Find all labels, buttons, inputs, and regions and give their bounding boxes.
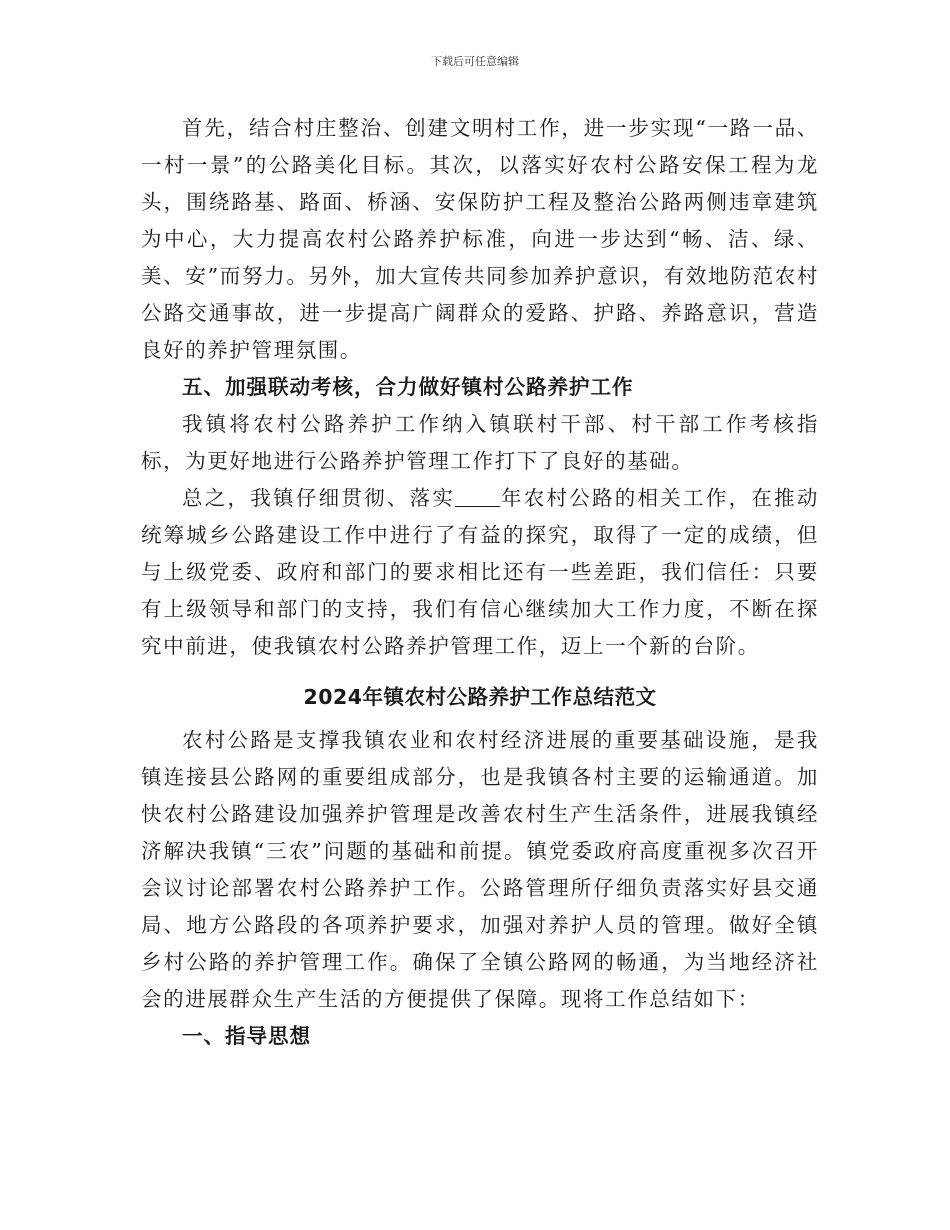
paragraph-summary [141,480,819,665]
section-heading-five: 五、加强联动考核，合力做好镇村公路养护工作 [182,375,634,399]
document-body [141,110,819,1055]
paragraph-intro: 农村公路是支撑我镇农业和农村经济进展的重要基础设施，是我镇连接县公路网的重要组成部分，也是我镇各村主要的运输通道。加快农村公路建设加强养护管理是改善农村生产生活条件，进展我镇经济解决我镇“三农”问题的基础和前提。镇党委政府高度重视多次召开会议讨论部署农村公路养护工作。公路管理所仔细负责落实好县交通局、地方公路段的各项养护要求，加强对养护人员的管理。做好全镇乡村公路的养护管理工作。确保了全镇公路网的畅通，为当地经济社会的进展群众生产生活的方便提供了保障。现将工作总结如下： [141,728,819,1011]
paragraph-assessment: 我镇将农村公路养护工作纳入镇联村干部、村干部工作考核指标，为更好地进行公路养护管理工作打下了良好的基础。 [141,412,819,473]
header-note: 下载后可任意编辑 [431,55,519,68]
year-blank [455,486,500,508]
summary-text-after-blank: 年农村公路的相关工作，在推动统筹城乡公路建设工作中进行了有益的探究，取得了一定的成绩，但与上级党委、政府和部门的要求相比还有一些差距，我们信任：只要有上级领导和部门的支持，我们有信心继续加大工作力度，不断在探究中前进，使我镇农村公路养护管理工作，迈上一个新的台阶。 [141,486,819,658]
section-heading-guiding: 一、指导思想 [182,1024,311,1048]
summary-text-before-blank: 总之，我镇仔细贯彻、落实 [182,486,456,510]
paragraph-beautification: 首先，结合村庄整治、创建文明村工作，进一步实现“一路一品、一村一景”的公路美化目标。其次，以落实好农村公路安保工程为龙头，围绕路基、路面、桥涵、安保防护工程及整治公路两侧违章建筑为中心，大力提高农村公路养护标准，向进一步达到“畅、洁、绿、美、安”而努力。另外，加大宣传共同参加养护意识，有效地防范农村公路交通事故，进一步提高广阔群众的爱路、护路、养路意识，营造良好的养护管理氛围。 [141,116,819,362]
document-title: 2024年镇农村公路养护工作总结范文 [303,685,657,709]
